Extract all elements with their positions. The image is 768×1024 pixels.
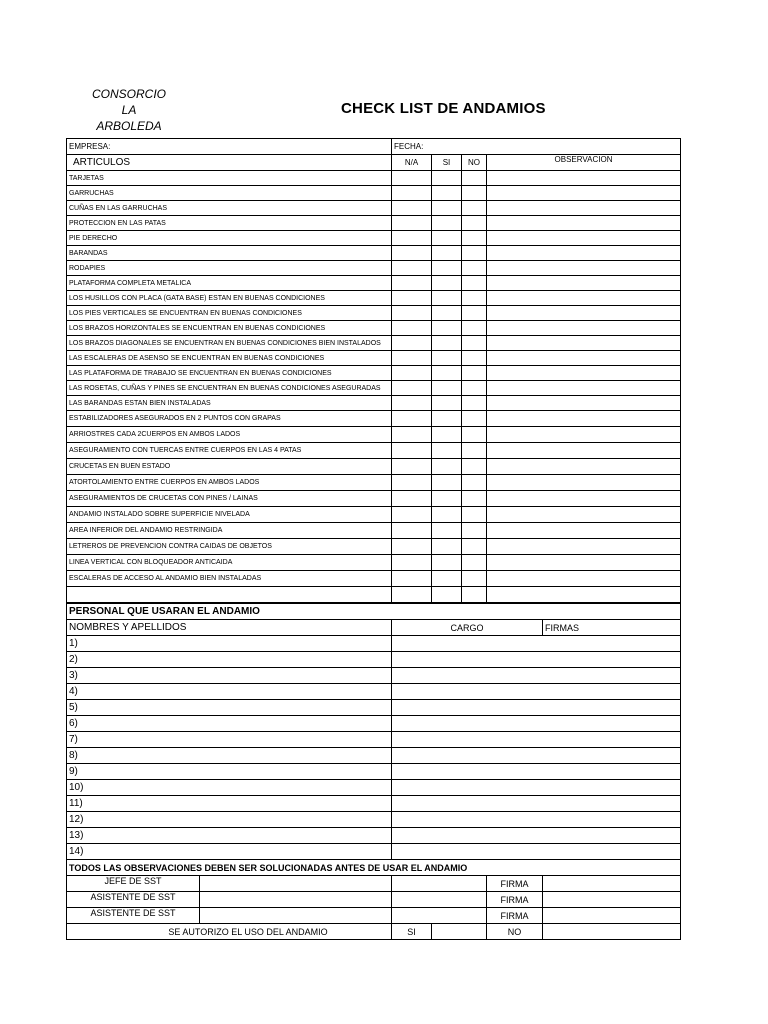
personal-section-title: PERSONAL QUE USARAN EL ANDAMIO (67, 603, 681, 620)
na-checkbox-cell[interactable] (392, 571, 432, 587)
sst-role: ASISTENTE DE SST (67, 892, 200, 907)
checklist-row (67, 381, 681, 396)
no-checkbox-cell[interactable] (462, 366, 487, 381)
na-checkbox-cell[interactable] (392, 351, 432, 366)
fecha-label: FECHA: (394, 142, 424, 151)
si-checkbox-cell[interactable] (432, 216, 462, 231)
checklist-row (67, 475, 681, 491)
checklist-row (67, 427, 681, 443)
observacion-cell[interactable] (487, 351, 681, 366)
checklist-row (67, 491, 681, 507)
checklist-row (67, 276, 681, 291)
na-checkbox-cell[interactable] (392, 366, 432, 381)
personal-number[interactable]: 3) (67, 668, 392, 684)
na-checkbox-cell[interactable] (392, 336, 432, 351)
sst-signer-cell (67, 908, 392, 924)
sst-name-extension[interactable] (392, 908, 487, 924)
no-checkbox-cell[interactable] (462, 351, 487, 366)
observacion-cell[interactable] (487, 539, 681, 555)
no-checkbox-cell[interactable] (462, 171, 487, 186)
checklist-row (67, 396, 681, 411)
firma-field[interactable] (543, 892, 681, 908)
firma-field[interactable] (543, 876, 681, 892)
observacion-cell[interactable] (487, 491, 681, 507)
autorizo-no-box[interactable] (543, 924, 681, 940)
logo-line: ARBOLEDA (96, 119, 162, 133)
no-checkbox-cell[interactable] (462, 571, 487, 587)
no-checkbox-cell[interactable] (462, 186, 487, 201)
col-observacion-header: OBSERVACION (487, 155, 681, 171)
personal-row (67, 844, 681, 860)
personal-cargo-firma-cell[interactable] (392, 668, 681, 684)
checklist-item-label: ASEGURAMIENTO CON TUERCAS ENTRE CUERPOS EN LAS 4 PATAS (67, 443, 392, 459)
personal-cargo-firma-cell[interactable] (392, 684, 681, 700)
no-checkbox-cell[interactable] (462, 201, 487, 216)
col-si-header: SI (432, 155, 462, 171)
page-title: CHECK LIST DE ANDAMIOS (341, 100, 546, 117)
na-checkbox-cell[interactable] (392, 443, 432, 459)
checklist-item-label: PROTECCION EN LAS PATAS (67, 216, 392, 231)
si-checkbox-cell[interactable] (432, 396, 462, 411)
si-checkbox-cell[interactable] (432, 411, 462, 427)
observacion-cell[interactable] (487, 381, 681, 396)
si-checkbox-cell[interactable] (432, 201, 462, 216)
articulos-header: ARTICULOS (67, 155, 392, 171)
sst-name-field[interactable] (200, 908, 391, 923)
observacion-cell[interactable] (487, 201, 681, 216)
personal-number[interactable]: 6) (67, 716, 392, 732)
no-checkbox-cell[interactable] (462, 523, 487, 539)
personal-number[interactable]: 14) (67, 844, 392, 860)
personal-number[interactable]: 7) (67, 732, 392, 748)
personal-cargo-firma-cell[interactable] (392, 636, 681, 652)
checklist-item-label: LOS HUSILLOS CON PLACA (GATA BASE) ESTAN EN BUENAS CONDICIONES (67, 291, 392, 306)
personal-number[interactable]: 12) (67, 812, 392, 828)
checklist-item-label (67, 587, 392, 604)
checklist-row (67, 231, 681, 246)
personal-number[interactable]: 11) (67, 796, 392, 812)
personal-row (67, 828, 681, 844)
observacion-cell[interactable] (487, 231, 681, 246)
personal-cargo-firma-cell[interactable] (392, 796, 681, 812)
na-checkbox-cell[interactable] (392, 507, 432, 523)
personal-row (67, 700, 681, 716)
observacion-cell[interactable] (487, 427, 681, 443)
si-checkbox-cell[interactable] (432, 231, 462, 246)
na-checkbox-cell[interactable] (392, 246, 432, 261)
observacion-cell[interactable] (487, 587, 681, 604)
personal-row (67, 652, 681, 668)
observacion-cell[interactable] (487, 321, 681, 336)
no-checkbox-cell[interactable] (462, 507, 487, 523)
na-checkbox-cell[interactable] (392, 539, 432, 555)
observacion-cell[interactable] (487, 411, 681, 427)
personal-row (67, 796, 681, 812)
observacion-cell[interactable] (487, 555, 681, 571)
checklist-row (67, 291, 681, 306)
si-checkbox-cell[interactable] (432, 381, 462, 396)
checklist-item-label: PLATAFORMA COMPLETA METALICA (67, 276, 392, 291)
personal-row (67, 764, 681, 780)
observacion-cell[interactable] (487, 571, 681, 587)
checklist-row (67, 587, 681, 604)
si-checkbox-cell[interactable] (432, 571, 462, 587)
checklist-item-label: TARJETAS (67, 171, 392, 186)
personal-row (67, 732, 681, 748)
si-checkbox-cell[interactable] (432, 427, 462, 443)
logo-line: CONSORCIO (91, 87, 166, 101)
checklist-item-label: LAS ESCALERAS DE ASENSO SE ENCUENTRAN EN BUENAS CONDICIONES (67, 351, 392, 366)
firma-label: FIRMA (487, 892, 543, 908)
personal-cargo-firma-cell[interactable] (392, 716, 681, 732)
observacion-cell[interactable] (487, 186, 681, 201)
autorizo-si-label: SI (392, 924, 432, 940)
company-logo (88, 86, 170, 134)
autorizo-si-box[interactable] (432, 924, 487, 940)
si-checkbox-cell[interactable] (432, 443, 462, 459)
no-checkbox-cell[interactable] (462, 411, 487, 427)
checklist-row (67, 186, 681, 201)
col-no-header: NO (462, 155, 487, 171)
si-checkbox-cell[interactable] (432, 261, 462, 276)
no-checkbox-cell[interactable] (462, 261, 487, 276)
personal-row (67, 636, 681, 652)
no-checkbox-cell[interactable] (462, 321, 487, 336)
checklist-item-label: LAS BARANDAS ESTAN BIEN INSTALADAS (67, 396, 392, 411)
personal-number[interactable]: 4) (67, 684, 392, 700)
no-checkbox-cell[interactable] (462, 276, 487, 291)
checklist-item-label: LAS PLATAFORMA DE TRABAJO SE ENCUENTRAN EN BUENAS CONDICIONES (67, 366, 392, 381)
personal-cargo-firma-cell[interactable] (392, 748, 681, 764)
no-checkbox-cell[interactable] (462, 459, 487, 475)
personal-number[interactable]: 8) (67, 748, 392, 764)
personal-number[interactable]: 5) (67, 700, 392, 716)
si-checkbox-cell[interactable] (432, 459, 462, 475)
na-checkbox-cell[interactable] (392, 321, 432, 336)
si-checkbox-cell[interactable] (432, 351, 462, 366)
checklist-row (67, 171, 681, 186)
si-checkbox-cell[interactable] (432, 171, 462, 186)
col-cargo-header: CARGO (392, 620, 543, 636)
si-checkbox-cell[interactable] (432, 276, 462, 291)
personal-number[interactable]: 1) (67, 636, 392, 652)
sst-role: JEFE DE SST (67, 876, 200, 891)
si-checkbox-cell[interactable] (432, 336, 462, 351)
observacion-cell[interactable] (487, 291, 681, 306)
no-checkbox-cell[interactable] (462, 555, 487, 571)
checklist-item-label: GARRUCHAS (67, 186, 392, 201)
observacion-cell[interactable] (487, 459, 681, 475)
observacion-cell[interactable] (487, 216, 681, 231)
checklist-item-label: AREA INFERIOR DEL ANDAMIO RESTRINGIDA (67, 523, 392, 539)
si-checkbox-cell[interactable] (432, 366, 462, 381)
checklist-row (67, 246, 681, 261)
firma-label: FIRMA (487, 876, 543, 892)
personal-cargo-firma-cell[interactable] (392, 764, 681, 780)
si-checkbox-cell[interactable] (432, 523, 462, 539)
observacion-cell[interactable] (487, 336, 681, 351)
sst-signer-row (67, 876, 681, 892)
checklist-row (67, 507, 681, 523)
personal-row (67, 668, 681, 684)
checklist-item-label: ANDAMIO INSTALADO SOBRE SUPERFICIE NIVELADA (67, 507, 392, 523)
si-checkbox-cell[interactable] (432, 291, 462, 306)
si-checkbox-cell[interactable] (432, 475, 462, 491)
checklist-row (67, 539, 681, 555)
personal-cargo-firma-cell[interactable] (392, 780, 681, 796)
na-checkbox-cell[interactable] (392, 186, 432, 201)
personal-number[interactable]: 13) (67, 828, 392, 844)
col-nombres-header: NOMBRES Y APELLIDOS (67, 620, 392, 636)
checklist-row (67, 351, 681, 366)
observacion-cell[interactable] (487, 396, 681, 411)
empresa-label: EMPRESA: (67, 139, 392, 155)
personal-cargo-firma-cell[interactable] (392, 812, 681, 828)
checklist-row (67, 306, 681, 321)
sst-role: ASISTENTE DE SST (67, 908, 200, 923)
personal-columns-header (67, 620, 681, 636)
sst-signer-cell (67, 876, 392, 892)
checklist-row (67, 321, 681, 336)
checklist-item-label: ESCALERAS DE ACCESO AL ANDAMIO BIEN INSTALADAS (67, 571, 392, 587)
sst-name-field[interactable] (200, 892, 391, 907)
checklist-item-label: LOS BRAZOS DIAGONALES SE ENCUENTRAN EN BUENAS CONDICIONES BIEN INSTALADOS (67, 336, 392, 351)
personal-row (67, 812, 681, 828)
checklist-item-label: CRUCETAS EN BUEN ESTADO (67, 459, 392, 475)
checklist-row (67, 523, 681, 539)
personal-row (67, 684, 681, 700)
observacion-cell[interactable] (487, 171, 681, 186)
observacion-cell[interactable] (487, 523, 681, 539)
sst-signer-row (67, 892, 681, 908)
na-checkbox-cell[interactable] (392, 216, 432, 231)
observacion-cell[interactable] (487, 443, 681, 459)
observacion-cell[interactable] (487, 276, 681, 291)
observacion-cell[interactable] (487, 507, 681, 523)
personal-number[interactable]: 10) (67, 780, 392, 796)
na-checkbox-cell[interactable] (392, 555, 432, 571)
checklist-row (67, 443, 681, 459)
personal-number[interactable]: 2) (67, 652, 392, 668)
observacion-cell[interactable] (487, 246, 681, 261)
checklist-item-label: BARANDAS (67, 246, 392, 261)
checklist-row (67, 555, 681, 571)
autorizo-row (67, 924, 681, 940)
firma-label: FIRMA (487, 908, 543, 924)
na-checkbox-cell[interactable] (392, 231, 432, 246)
checklist-row (67, 571, 681, 587)
si-checkbox-cell[interactable] (432, 186, 462, 201)
no-checkbox-cell[interactable] (462, 246, 487, 261)
si-checkbox-cell[interactable] (432, 587, 462, 604)
na-checkbox-cell[interactable] (392, 523, 432, 539)
checklist-item-label: LETREROS DE PREVENCION CONTRA CAIDAS DE OBJETOS (67, 539, 392, 555)
observacion-cell[interactable] (487, 366, 681, 381)
na-checkbox-cell[interactable] (392, 381, 432, 396)
personal-row (67, 748, 681, 764)
no-checkbox-cell[interactable] (462, 475, 487, 491)
checklist-item-label: ASEGURAMIENTOS DE CRUCETAS CON PINES / LAINAS (67, 491, 392, 507)
na-checkbox-cell[interactable] (392, 491, 432, 507)
checklist-item-label: ARRIOSTRES CADA 2CUERPOS EN AMBOS LADOS (67, 427, 392, 443)
na-checkbox-cell[interactable] (392, 306, 432, 321)
checklist-item-label: LAS ROSETAS, CUÑAS Y PINES SE ENCUENTRAN EN BUENAS CONDICIONES ASEGURADAS (67, 381, 392, 396)
personal-section-header (67, 603, 681, 620)
logo-line: LA (121, 103, 137, 117)
na-checkbox-cell[interactable] (392, 427, 432, 443)
no-checkbox-cell[interactable] (462, 216, 487, 231)
no-checkbox-cell[interactable] (462, 427, 487, 443)
personal-row (67, 780, 681, 796)
col-na-header: N/A (392, 155, 432, 171)
observacion-cell[interactable] (487, 475, 681, 491)
checklist-item-label: CUÑAS EN LAS GARRUCHAS (67, 201, 392, 216)
personal-number[interactable]: 9) (67, 764, 392, 780)
checklist-row (67, 366, 681, 381)
personal-cargo-firma-cell[interactable] (392, 844, 681, 860)
checklist-item-label: ATORTOLAMIENTO ENTRE CUERPOS EN AMBOS LADOS (67, 475, 392, 491)
no-checkbox-cell[interactable] (462, 396, 487, 411)
no-checkbox-cell[interactable] (462, 539, 487, 555)
si-checkbox-cell[interactable] (432, 507, 462, 523)
personal-cargo-firma-cell[interactable] (392, 732, 681, 748)
checklist-row (67, 216, 681, 231)
na-checkbox-cell[interactable] (392, 261, 432, 276)
checklist-row (67, 201, 681, 216)
no-checkbox-cell[interactable] (462, 491, 487, 507)
no-checkbox-cell[interactable] (462, 443, 487, 459)
checklist-row (67, 411, 681, 427)
checklist-form (66, 138, 681, 940)
no-checkbox-cell[interactable] (462, 587, 487, 604)
firma-field[interactable] (543, 908, 681, 924)
personal-cargo-firma-cell[interactable] (392, 700, 681, 716)
sst-name-extension[interactable] (392, 892, 487, 908)
na-checkbox-cell[interactable] (392, 201, 432, 216)
observacion-cell[interactable] (487, 261, 681, 276)
sst-name-field[interactable] (200, 876, 391, 891)
checklist-item-label: LOS BRAZOS HORIZONTALES SE ENCUENTRAN EN BUENAS CONDICIONES (67, 321, 392, 336)
fecha-cell[interactable] (392, 139, 681, 155)
checklist-row (67, 261, 681, 276)
checklist-item-label: LOS PIES VERTICALES SE ENCUENTRAN EN BUENAS CONDICIONES (67, 306, 392, 321)
no-checkbox-cell[interactable] (462, 381, 487, 396)
na-checkbox-cell[interactable] (392, 459, 432, 475)
personal-cargo-firma-cell[interactable] (392, 652, 681, 668)
personal-row (67, 716, 681, 732)
personal-cargo-firma-cell[interactable] (392, 828, 681, 844)
checklist-item-label: LINEA VERTICAL CON BLOQUEADOR ANTICAIDA (67, 555, 392, 571)
no-checkbox-cell[interactable] (462, 336, 487, 351)
sst-name-extension[interactable] (392, 876, 487, 892)
na-checkbox-cell[interactable] (392, 171, 432, 186)
observations-note: TODOS LAS OBSERVACIONES DEBEN SER SOLUCIONADAS ANTES DE USAR EL ANDAMIO (67, 860, 681, 876)
na-checkbox-cell[interactable] (392, 411, 432, 427)
checklist-item-label: ESTABILIZADORES ASEGURADOS EN 2 PUNTOS CON GRAPAS (67, 411, 392, 427)
observations-note-row (67, 860, 681, 876)
col-firmas-header: FIRMAS (543, 620, 681, 636)
no-checkbox-cell[interactable] (462, 306, 487, 321)
si-checkbox-cell[interactable] (432, 491, 462, 507)
observacion-cell[interactable] (487, 306, 681, 321)
sst-signer-row (67, 908, 681, 924)
na-checkbox-cell[interactable] (392, 291, 432, 306)
na-checkbox-cell[interactable] (392, 587, 432, 604)
checklist-row (67, 459, 681, 475)
na-checkbox-cell[interactable] (392, 475, 432, 491)
checklist-item-label: RODAPIES (67, 261, 392, 276)
na-checkbox-cell[interactable] (392, 276, 432, 291)
checklist-item-label: PIE DERECHO (67, 231, 392, 246)
na-checkbox-cell[interactable] (392, 396, 432, 411)
checklist-row (67, 336, 681, 351)
si-checkbox-cell[interactable] (432, 246, 462, 261)
si-checkbox-cell[interactable] (432, 555, 462, 571)
sst-signer-cell (67, 892, 392, 908)
autorizo-label: SE AUTORIZO EL USO DEL ANDAMIO (67, 924, 392, 940)
autorizo-no-label: NO (487, 924, 543, 940)
si-checkbox-cell[interactable] (432, 539, 462, 555)
si-checkbox-cell[interactable] (432, 306, 462, 321)
si-checkbox-cell[interactable] (432, 321, 462, 336)
no-checkbox-cell[interactable] (462, 291, 487, 306)
no-checkbox-cell[interactable] (462, 231, 487, 246)
